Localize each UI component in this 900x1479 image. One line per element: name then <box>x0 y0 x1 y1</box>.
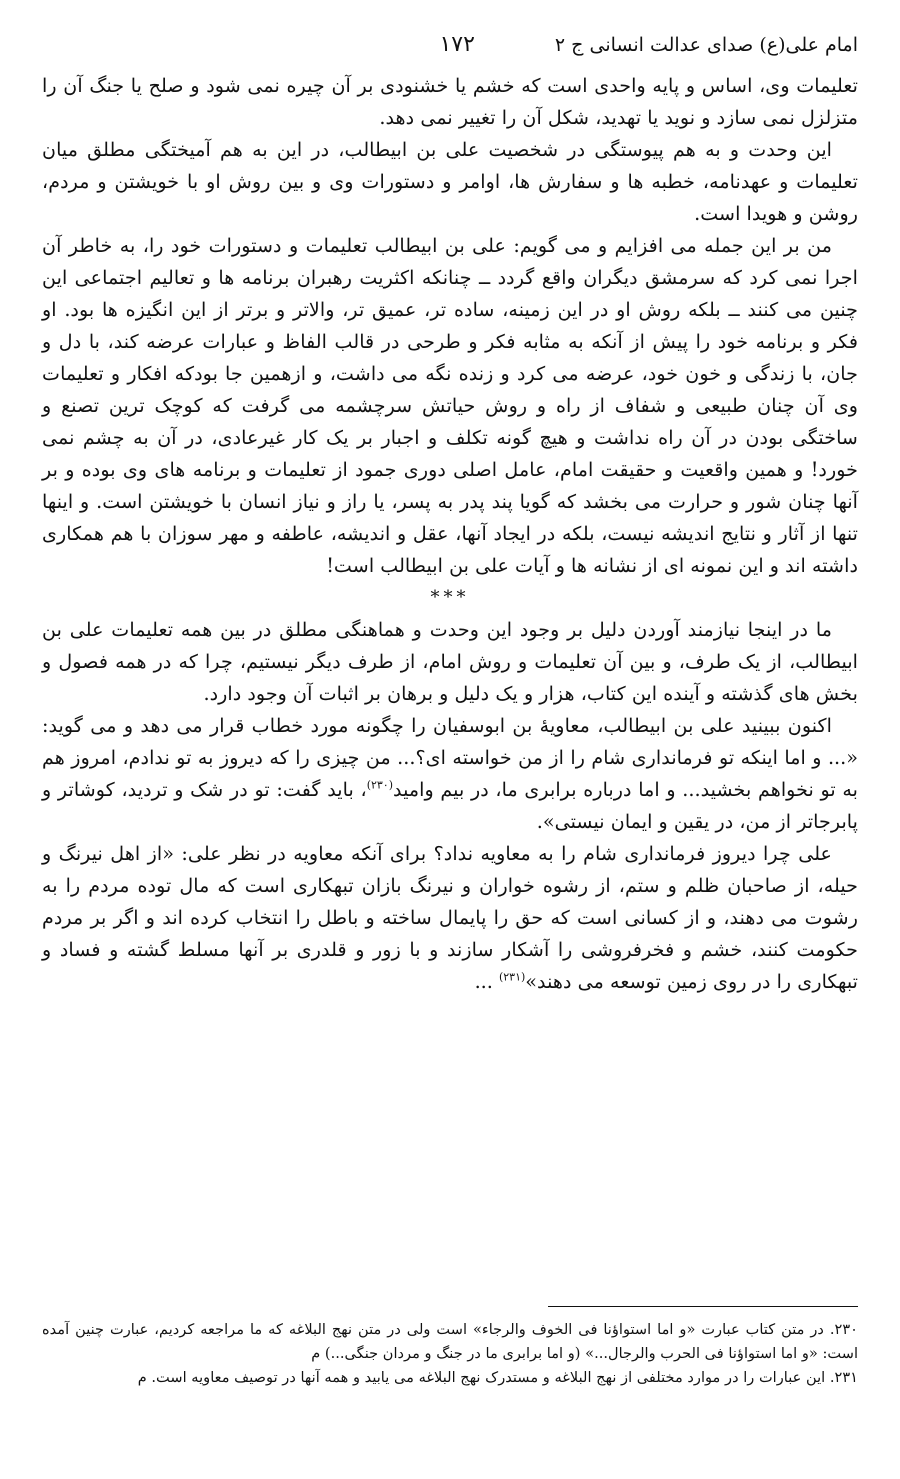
footnote-divider <box>548 1306 858 1307</box>
quote-text: اکنون ببینید علی بن ابیطالب، معاویهٔ بن ابوسفیان را چگونه مورد خطاب قرار می دهد و می گوید: «... و اما اینکه تو فرمانداری شام را از من خواسته ای؟... من چیزی را که دیروز به تو ندادم، امروز هم به تو نخواهم بخشید... و اما درباره برابری ما، در بیم وامید <box>42 714 858 801</box>
paragraph: من بر این جمله می افزایم و می گویم: علی بن ابیطالب تعلیمات و دستورات خود را، به خاطر آن اجرا نمی کرد که سرمشق دیگران واقع گردد ــ چنانکه اکثریت رهبران برنامه ها و تعالیم اجتماعی این چنین می کنند ــ بلکه روش او در این زمینه، ساده تر، عمیق تر، والاتر و برتر از این انگیزه ها بود. او فکر و برنامه خود را پیش از آنکه به مثابه فکر و طرحی در قالب الفاظ و عبارات عرضه کند، با دل و جان، با زندگی و خون خود، عرضه می کرد و زنده نگه می داشت، و ازهمین جا بودکه افکار و تعلیمات وی آن چنان طبیعی و شفاف از راه و روش حیاتش سرچشمه می گرفت که کوچک ترین تصنع و ساختگی بودن در آن راه نداشت و هیچ گونه تکلف و اجبار بر یک کار غیرعادی، در آن به چشم نمی خورد! و همین واقعیت و حقیقت امام، عامل اصلی دوری جمود از تعلیمات و برنامه های وی بوده و بر آنها چنان شور و حرارت می بخشد که گویا پند پدر به پسر، یا راز و نیاز انسان با خویشتن است. و اینها تنها از آثار و نتایج اندیشه نیست، بلکه در ایجاد آنها، عقل و اندیشه، عاطفه و مهر سوزان با هم همکاری داشته اند و این نمونه ای از نشانه ها و آیات علی بن ابیطالب است! <box>42 234 858 577</box>
footnote-reference: (۲۳۱) <box>498 970 526 984</box>
paragraph-quote <box>42 710 858 838</box>
quote-text-continued: ، باید گفت: تو در شک و تردید، کوشاتر و پابرجاتر از من، در یقین و ایمان نیستی». <box>42 778 858 833</box>
running-title: امام علی(ع) صدای عدالت انسانی ج ۲ <box>554 34 858 56</box>
footnotes <box>42 1318 858 1390</box>
paragraph: تعلیمات وی، اساس و پایه واحدی است که خشم یا خشنودی بر آن چیره نمی شود و صلح یا جنگ آن را متزلزل نمی سازد و نوید یا تهدید، شکل آن را تغییر نمی دهد. <box>42 74 858 129</box>
paragraph: ما در اینجا نیازمند آوردن دلیل بر وجود این وحدت و هماهنگی مطلق در بین همه تعلیمات علی بن ابیطالب، از یک طرف، و بین آن تعلیمات و روش امام، از طرف دیگر نیستیم، چرا که در همه فصول و بخش های گذشته و آینده این کتاب، هزار و یک دلیل و برهان بر اثبات آن وجود دارد. <box>42 618 858 705</box>
footnote: ۲۳۰. در متن کتاب عبارت «و اما استواؤنا فی الخوف والرجاء» است ولی در متن نهج البلاغه که ما مراجعه کردیم، عبارت چنین آمده است: «و اما استواؤنا فی الحرب والرجال...» (و اما برابری ما در جنگ و مردان جنگی...) م <box>42 1321 858 1362</box>
paragraph-quote <box>42 838 858 998</box>
paragraph: این وحدت و به هم پیوستگی در شخصیت علی بن ابیطالب، در این به هم آمیختگی مطلق میان تعلیمات و عهدنامه، خطبه ها و سفارش ها، اوامر و دستورات وی و بین روش او با خویشتن و مردم، روشن و هویدا است. <box>42 138 858 225</box>
main-text <box>42 70 858 998</box>
page-number: ۱۷۲ <box>439 32 475 57</box>
book-page <box>42 30 858 998</box>
footnote: ۲۳۱. این عبارات را در موارد مختلفی از نهج البلاغه و مستدرک نهج البلاغه می یابید و همه آنها در توصیف معاویه است. م <box>137 1369 858 1386</box>
quote-text: علی چرا دیروز فرمانداری شام را به معاویه نداد؟ برای آنکه معاویه در نظر علی: «از اهل نیرنگ و حیله، از صاحبان ظلم و ستم، از رشوه خواران و نیرنگ بازان تبهکاری است که مال توده مردم را به رشوت می دهند، و از کسانی است که حق را پایمال ساخته و باطل را انتخاب کرده اند و اگر بر مردم حکومت کنند، خشم و فخرفروشی را آشکار سازند و با زور و قلدری بر آنها مسلط گشته و فساد و تبهکاری را در روی زمین توسعه می دهند» <box>42 842 858 993</box>
page-header <box>42 30 858 70</box>
footnote-reference: (۲۳۰) <box>366 778 394 792</box>
section-separator: *** <box>430 587 470 608</box>
quote-text-continued: ... <box>474 970 499 993</box>
